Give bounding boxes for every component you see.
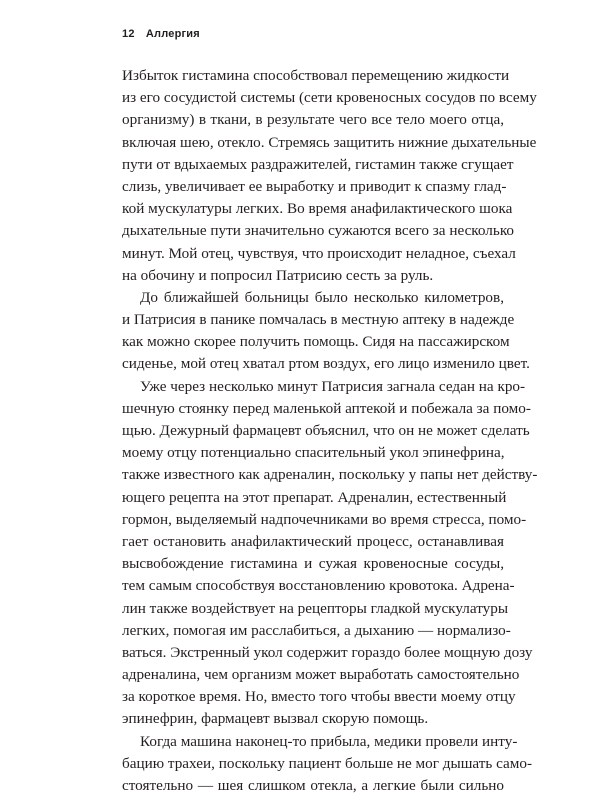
paragraph-1 — [122, 65, 537, 287]
chapter-title: Аллергия — [145, 28, 200, 40]
paragraph-2 — [122, 287, 530, 376]
text-line: ваться. Экстренный укол содержит гораздо более мощную дозу — [122, 643, 533, 661]
text-line: сиденье, мой отец хватал ртом воздух, его лицо изменило цвет. — [122, 355, 530, 373]
text-line: моему отцу потенциально спасительный укол эпинефрина, — [122, 444, 505, 462]
running-head — [122, 28, 200, 40]
text-line: дыхательные пути значительно сужаются всего за несколько — [122, 222, 515, 240]
text-line: из его сосудистой системы (сети кровеносных сосудов по всему — [122, 89, 537, 107]
paragraph-4 — [122, 731, 533, 797]
page-number: 12 — [122, 28, 135, 40]
text-line: гормон, выделяемый надпочечниками во время стресса, помо- — [122, 510, 527, 528]
text-line: организму) в ткани, в результате чего все тело моего отца, — [122, 111, 504, 129]
text-line: щью. Дежурный фармацевт объяснил, что он не может сделать — [122, 422, 530, 439]
text-line: как можно скорее получить помощь. Сидя на пассажирском — [122, 333, 510, 351]
text-line: гает остановить анафилактический процесс, останавливая — [122, 532, 504, 550]
text-line: за короткое время. Но, вместо того чтобы ввести моему отцу — [122, 688, 516, 706]
text-line: стоятельно — шея слишком отекла, а легкие были сильно — [122, 777, 504, 794]
text-line: До ближайшей больницы было несколько километров, — [140, 288, 504, 306]
text-line: минут. Мой отец, чувствуя, что происходит неладное, съехал — [122, 244, 516, 262]
body-text — [122, 65, 538, 797]
text-line: лин также воздействует на рецепторы гладкой мускулатуры — [122, 599, 509, 617]
paragraph-3 — [122, 376, 538, 731]
text-line: Когда машина наконец-то прибыла, медики провели инту- — [140, 732, 518, 750]
text-line: тем самым способствуя восстановлению кровотока. Адрена- — [122, 577, 515, 595]
text-line: адреналина, чем организм может выработать самостоятельно — [122, 666, 520, 684]
text-line: Уже через несколько минут Патрисия загнала седан на кро- — [140, 377, 526, 395]
text-line: пути от вдыхаемых раздражителей, гистамин также сгущает — [122, 155, 514, 173]
text-line: Избыток гистамина способствовал перемещению жидкости — [122, 67, 510, 84]
text-line: эпинефрин, фармацевт вызвал скорую помощь. — [122, 710, 429, 728]
text-line: включая шею, отекло. Стремясь защитить нижние дыхательные — [122, 133, 537, 151]
text-line: также известного как адреналин, поскольку у папы нет действу- — [122, 466, 538, 484]
text-line: шечную стоянку перед маленькой аптекой и побежала за помо- — [122, 399, 531, 417]
text-line: и Патрисия в панике помчалась в местную аптеку в надежде — [122, 311, 515, 329]
text-line: ющего рецепта на этот препарат. Адреналин, естественный — [122, 488, 507, 506]
text-line: высвобождение гистамина и сужая кровеносные сосуды, — [122, 555, 504, 573]
text-line: слизь, увеличивает ее выработку и приводит к спазму глад- — [122, 177, 507, 195]
text-line: бацию трахеи, поскольку пациент больше не мог дышать само- — [122, 754, 533, 772]
text-line: кой мускулатуры легких. Во время анафилактического шока — [122, 200, 513, 218]
text-line: на обочину и попросил Патрисию сесть за руль. — [122, 266, 434, 284]
text-line: легких, помогая им расслабиться, а дыханию — нормализо- — [122, 621, 511, 639]
